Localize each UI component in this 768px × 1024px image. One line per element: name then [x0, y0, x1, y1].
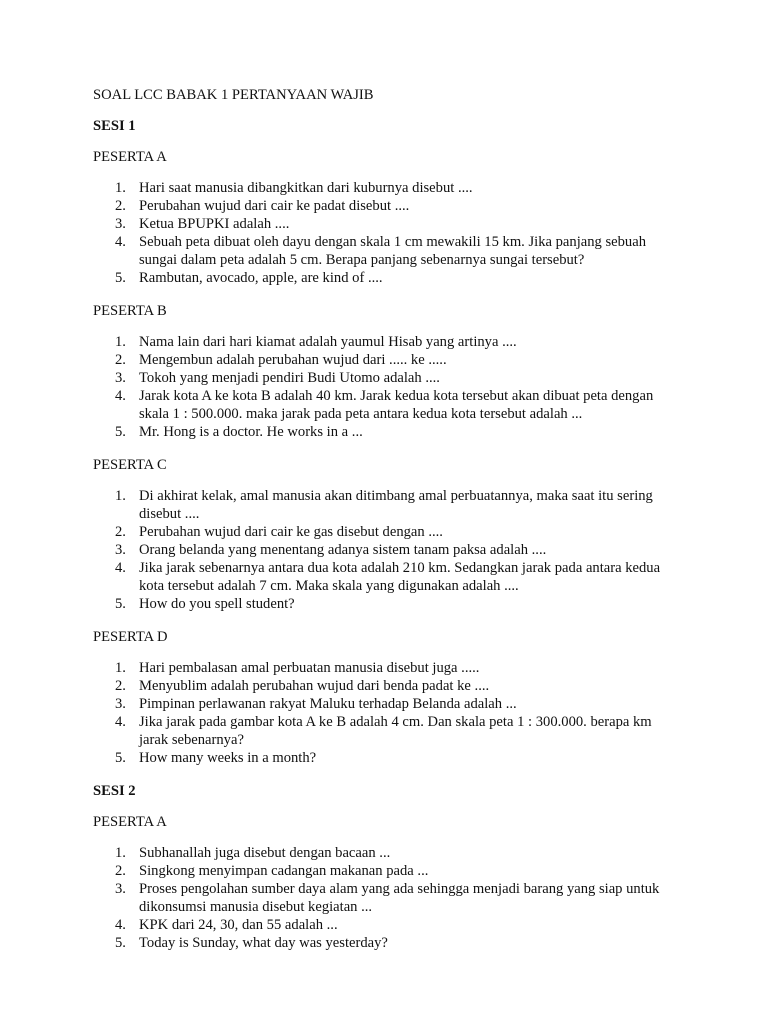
question-text: Orang belanda yang menentang adanya sistem tanam paksa adalah .... — [139, 542, 547, 558]
question-text: Subhanallah juga disebut dengan bacaan ... — [139, 845, 391, 861]
question-number: 2. — [115, 863, 126, 879]
question-item — [93, 595, 683, 613]
question-text: Nama lain dari hari kiamat adalah yaumul Hisab yang artinya .... — [139, 334, 517, 350]
question-text: Di akhirat kelak, amal manusia akan ditimbang amal perbuatannya, maka saat itu sering disebut .... — [139, 488, 653, 522]
question-item — [93, 487, 683, 523]
question-text: Proses pengolahan sumber daya alam yang ada sehingga menjadi barang yang siap untuk dikonsumsi manusia disebut kegiatan ... — [139, 881, 660, 915]
question-text: KPK dari 24, 30, dan 55 adalah ... — [139, 917, 338, 933]
question-item — [93, 934, 683, 952]
question-number: 2. — [115, 524, 126, 540]
question-item — [93, 844, 683, 862]
question-number: 3. — [115, 370, 126, 386]
question-number: 3. — [115, 881, 126, 897]
question-number: 2. — [115, 678, 126, 694]
question-text: Ketua BPUPKI adalah .... — [139, 216, 290, 232]
participant-title: PESERTA C — [93, 457, 167, 473]
question-text: Mengembun adalah perubahan wujud dari ..... ke ..... — [139, 352, 447, 368]
question-text: Jika jarak sebenarnya antara dua kota adalah 210 km. Sedangkan jarak pada antara kedua kota tersebut adalah 7 cm. Maka skala yang digunakan adalah .... — [139, 560, 661, 594]
session-title: SESI 2 — [93, 783, 136, 799]
question-text: Perubahan wujud dari cair ke gas disebut dengan .... — [139, 524, 443, 540]
question-number: 1. — [115, 845, 126, 861]
question-text: Pimpinan perlawanan rakyat Maluku terhadap Belanda adalah ... — [139, 696, 517, 712]
session — [93, 782, 683, 952]
question-item — [93, 351, 683, 369]
question-text: How many weeks in a month? — [139, 750, 317, 766]
question-text: Singkong menyimpan cadangan makanan pada ... — [139, 863, 429, 879]
question-number: 5. — [115, 935, 126, 951]
question-number: 1. — [115, 488, 126, 504]
question-number: 3. — [115, 696, 126, 712]
question-number: 4. — [115, 234, 126, 250]
question-text: Tokoh yang menjadi pendiri Budi Utomo adalah .... — [139, 370, 440, 386]
document-title: SOAL LCC BABAK 1 PERTANYAAN WAJIB — [93, 87, 374, 103]
question-text: Menyublim adalah perubahan wujud dari benda padat ke .... — [139, 678, 490, 694]
question-text: Perubahan wujud dari cair ke padat disebut .... — [139, 198, 410, 214]
question-item — [93, 677, 683, 695]
question-item — [93, 713, 683, 749]
question-number: 4. — [115, 917, 126, 933]
document-page — [93, 86, 683, 967]
question-text: Today is Sunday, what day was yesterday? — [139, 935, 388, 951]
question-item — [93, 523, 683, 541]
question-item — [93, 179, 683, 197]
question-item — [93, 749, 683, 767]
question-item — [93, 695, 683, 713]
question-item — [93, 880, 683, 916]
question-number: 5. — [115, 750, 126, 766]
sessions-container — [93, 117, 683, 952]
participant-section — [93, 456, 683, 613]
participant-title: PESERTA A — [93, 814, 167, 830]
question-list — [93, 179, 683, 287]
question-number: 5. — [115, 596, 126, 612]
question-item — [93, 423, 683, 441]
question-item — [93, 541, 683, 559]
question-number: 2. — [115, 352, 126, 368]
question-item — [93, 862, 683, 880]
question-number: 3. — [115, 216, 126, 232]
question-item — [93, 559, 683, 595]
question-number: 4. — [115, 714, 126, 730]
question-item — [93, 197, 683, 215]
question-number: 4. — [115, 388, 126, 404]
participant-title: PESERTA D — [93, 629, 168, 645]
question-number: 2. — [115, 198, 126, 214]
question-item — [93, 916, 683, 934]
participant-title: PESERTA B — [93, 303, 167, 319]
question-number: 1. — [115, 334, 126, 350]
question-text: Mr. Hong is a doctor. He works in a ... — [139, 424, 363, 440]
question-item — [93, 233, 683, 269]
question-number: 3. — [115, 542, 126, 558]
question-number: 1. — [115, 180, 126, 196]
question-text: Rambutan, avocado, apple, are kind of .... — [139, 270, 383, 286]
question-number: 5. — [115, 424, 126, 440]
question-list — [93, 659, 683, 767]
question-list — [93, 844, 683, 952]
question-text: Jarak kota A ke kota B adalah 40 km. Jarak kedua kota tersebut akan dibuat peta dengan skala 1 : 500.000. maka jarak pada peta antara kedua kota tersebut adalah ... — [139, 388, 654, 422]
question-list — [93, 487, 683, 613]
question-text: Hari saat manusia dibangkitkan dari kuburnya disebut .... — [139, 180, 473, 196]
question-item — [93, 659, 683, 677]
participant-section — [93, 302, 683, 441]
question-text: How do you spell student? — [139, 596, 295, 612]
question-number: 4. — [115, 560, 126, 576]
question-text: Jika jarak pada gambar kota A ke B adalah 4 cm. Dan skala peta 1 : 300.000. berapa km jarak sebenarnya? — [139, 714, 652, 748]
participant-section — [93, 148, 683, 287]
participant-section — [93, 628, 683, 767]
question-item — [93, 333, 683, 351]
question-number: 1. — [115, 660, 126, 676]
participant-section — [93, 813, 683, 952]
participant-title: PESERTA A — [93, 149, 167, 165]
question-text: Sebuah peta dibuat oleh dayu dengan skala 1 cm mewakili 15 km. Jika panjang sebuah sungai dalam peta adalah 5 cm. Berapa panjang sebenarnya sungai tersebut? — [139, 234, 646, 268]
session-title: SESI 1 — [93, 118, 136, 134]
question-item — [93, 269, 683, 287]
question-number: 5. — [115, 270, 126, 286]
session — [93, 117, 683, 767]
question-item — [93, 369, 683, 387]
question-text: Hari pembalasan amal perbuatan manusia disebut juga ..... — [139, 660, 480, 676]
question-item — [93, 215, 683, 233]
question-item — [93, 387, 683, 423]
question-list — [93, 333, 683, 441]
